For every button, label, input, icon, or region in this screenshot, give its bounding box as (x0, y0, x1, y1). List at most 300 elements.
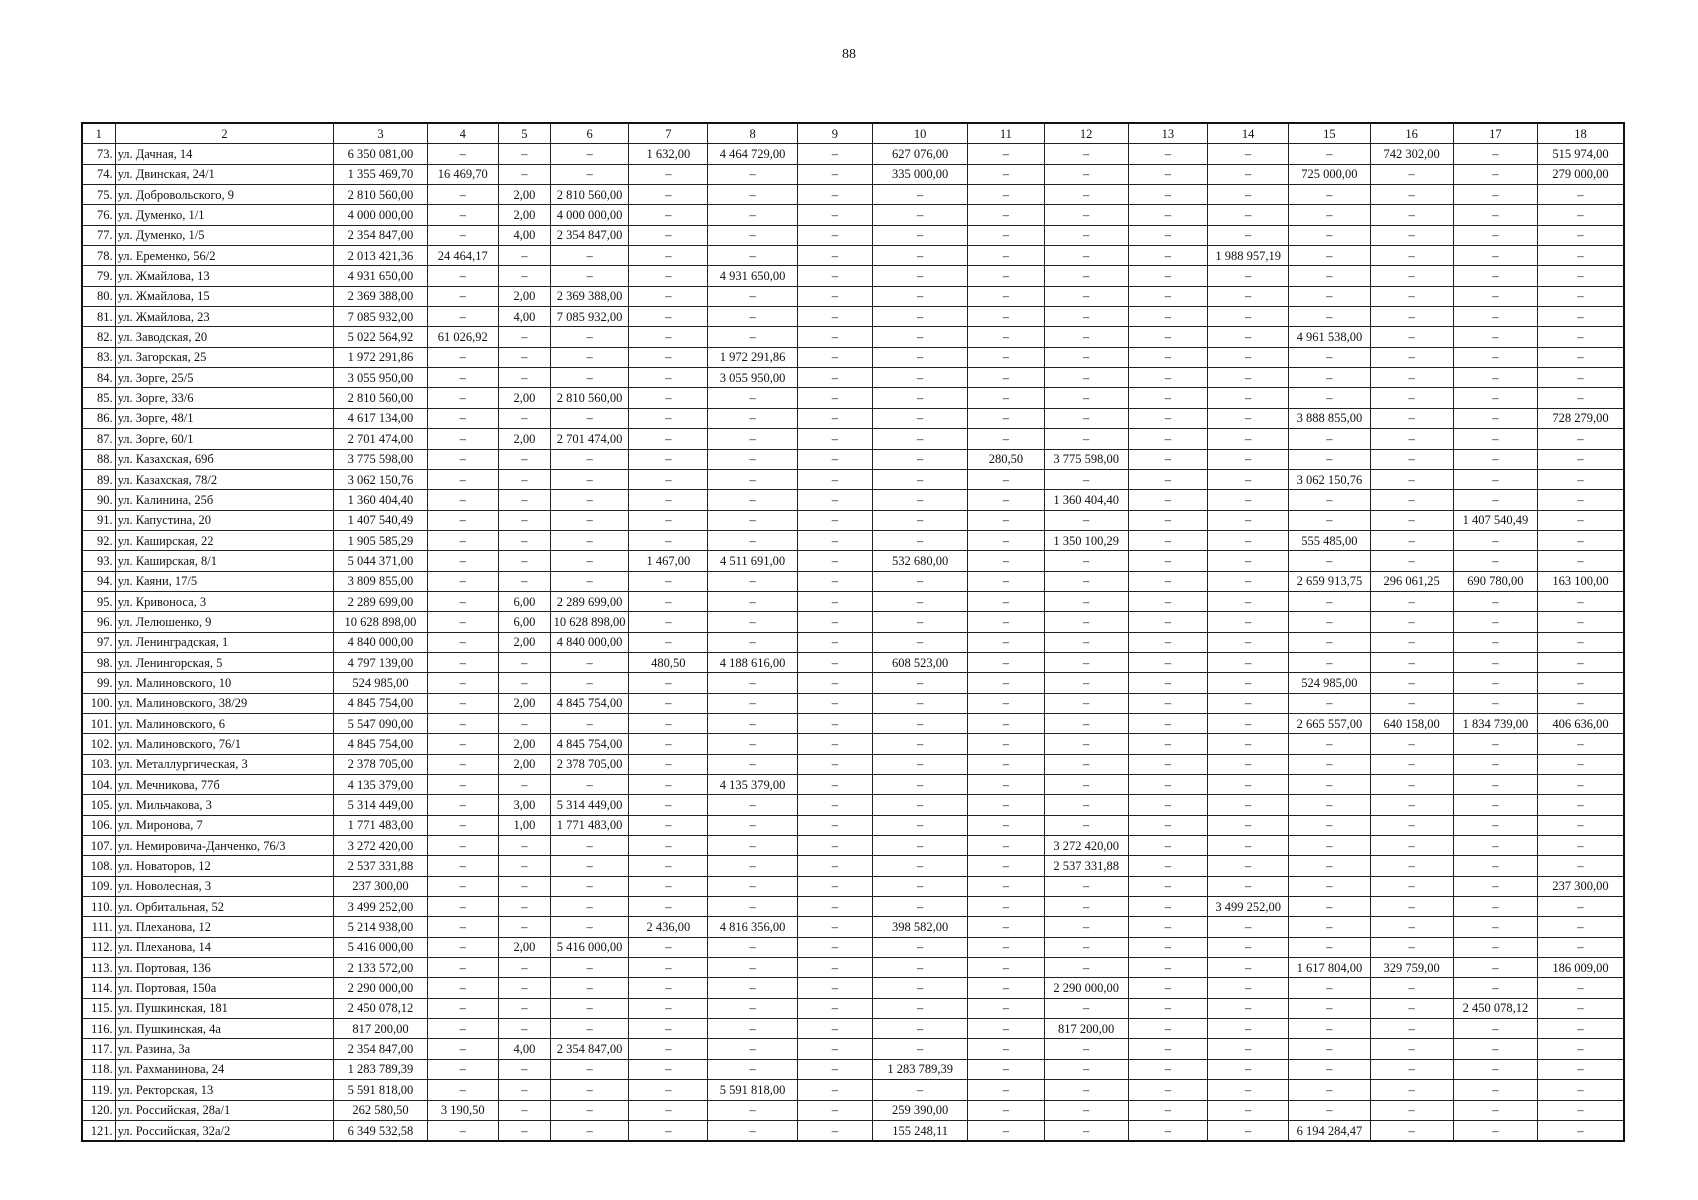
row-number: 110. (82, 897, 115, 917)
value-cell: – (968, 937, 1044, 957)
value-cell: – (797, 205, 872, 225)
value-cell: – (1453, 652, 1537, 672)
value-cell: – (629, 876, 708, 896)
value-cell: – (1044, 612, 1128, 632)
value-cell: – (1044, 164, 1128, 184)
value-cell: 2 701 474,00 (334, 429, 427, 449)
value-cell: – (498, 490, 550, 510)
value-cell: – (968, 1059, 1044, 1079)
value-cell: – (1289, 978, 1370, 998)
value-cell: 2,00 (498, 286, 550, 306)
value-cell: 1 283 789,39 (872, 1059, 967, 1079)
value-cell: 4,00 (498, 1039, 550, 1059)
value-cell: – (1453, 266, 1537, 286)
value-cell: – (968, 978, 1044, 998)
row-number: 114. (82, 978, 115, 998)
value-cell: – (498, 571, 550, 591)
table-row (82, 815, 1624, 835)
value-cell: 640 158,00 (1370, 713, 1453, 733)
value-cell: – (1208, 795, 1289, 815)
table-row (82, 490, 1624, 510)
address-cell: ул. Плеханова, 14 (115, 937, 334, 957)
value-cell: – (708, 225, 797, 245)
value-cell: – (1044, 897, 1128, 917)
value-cell: – (550, 958, 628, 978)
value-cell: – (1370, 1100, 1453, 1120)
value-cell: – (797, 530, 872, 550)
value-cell: – (968, 490, 1044, 510)
column-header: 2 (115, 123, 334, 144)
value-cell: – (872, 1080, 967, 1100)
value-cell: – (968, 225, 1044, 245)
value-cell: – (1538, 673, 1624, 693)
value-cell: – (1208, 693, 1289, 713)
value-cell: – (1208, 632, 1289, 652)
row-number: 81. (82, 307, 115, 327)
table-row (82, 937, 1624, 957)
value-cell: – (427, 408, 498, 428)
value-cell: 262 580,50 (334, 1100, 427, 1120)
value-cell: – (968, 1100, 1044, 1120)
value-cell: – (498, 775, 550, 795)
value-cell: – (427, 612, 498, 632)
value-cell: 4 135 379,00 (708, 775, 797, 795)
value-cell: – (708, 856, 797, 876)
value-cell: – (427, 652, 498, 672)
value-cell: – (1208, 490, 1289, 510)
value-cell: – (1044, 998, 1128, 1018)
value-cell: 2 354 847,00 (334, 1039, 427, 1059)
value-cell: – (1370, 307, 1453, 327)
value-cell: – (872, 347, 967, 367)
value-cell: – (1538, 225, 1624, 245)
value-cell: – (550, 978, 628, 998)
value-cell: – (1128, 998, 1207, 1018)
value-cell: – (1128, 490, 1207, 510)
value-cell: 4 845 754,00 (550, 734, 628, 754)
value-cell: – (629, 978, 708, 998)
value-cell: 3,00 (498, 795, 550, 815)
row-number: 74. (82, 164, 115, 184)
table-row (82, 795, 1624, 815)
value-cell: – (968, 775, 1044, 795)
row-number: 78. (82, 246, 115, 266)
address-cell: ул. Новолесная, 3 (115, 876, 334, 896)
address-cell: ул. Портовая, 136 (115, 958, 334, 978)
address-cell: ул. Капустина, 20 (115, 510, 334, 530)
value-cell: – (797, 347, 872, 367)
value-cell: – (1128, 307, 1207, 327)
value-cell: – (1128, 429, 1207, 449)
value-cell: – (629, 591, 708, 611)
value-cell: – (797, 185, 872, 205)
value-cell: 2,00 (498, 205, 550, 225)
value-cell: – (797, 836, 872, 856)
value-cell: – (1044, 754, 1128, 774)
table-row (82, 693, 1624, 713)
value-cell: – (427, 347, 498, 367)
value-cell: – (968, 327, 1044, 347)
table-row (82, 1059, 1624, 1079)
value-cell: 2 378 705,00 (550, 754, 628, 774)
value-cell: – (1538, 368, 1624, 388)
value-cell: – (708, 612, 797, 632)
value-cell: – (797, 958, 872, 978)
value-cell: – (550, 917, 628, 937)
address-cell: ул. Металлургическая, 3 (115, 754, 334, 774)
value-cell: – (1128, 1080, 1207, 1100)
value-cell: – (427, 429, 498, 449)
address-cell: ул. Еременко, 56/2 (115, 246, 334, 266)
value-cell: – (797, 652, 872, 672)
value-cell: – (427, 1080, 498, 1100)
value-cell: – (427, 449, 498, 469)
value-cell: – (1370, 978, 1453, 998)
address-cell: ул. Дачная, 14 (115, 144, 334, 164)
value-cell: – (797, 1100, 872, 1120)
value-cell: 4 840 000,00 (334, 632, 427, 652)
value-cell: – (708, 795, 797, 815)
value-cell: – (1538, 490, 1624, 510)
value-cell: – (1044, 144, 1128, 164)
value-cell: – (629, 693, 708, 713)
value-cell: – (872, 388, 967, 408)
value-cell: – (1370, 876, 1453, 896)
value-cell: – (498, 958, 550, 978)
value-cell: 4 464 729,00 (708, 144, 797, 164)
value-cell: – (498, 856, 550, 876)
value-cell: – (968, 266, 1044, 286)
value-cell: – (708, 734, 797, 754)
value-cell: – (1289, 1039, 1370, 1059)
value-cell: – (968, 836, 1044, 856)
value-cell: – (872, 958, 967, 978)
value-cell: – (1289, 734, 1370, 754)
value-cell: 4,00 (498, 225, 550, 245)
value-cell: – (1128, 347, 1207, 367)
address-cell: ул. Новаторов, 12 (115, 856, 334, 876)
value-cell: – (1128, 815, 1207, 835)
value-cell: – (872, 327, 967, 347)
value-cell: – (1128, 612, 1207, 632)
value-cell: – (797, 856, 872, 876)
value-cell: 2 810 560,00 (334, 388, 427, 408)
value-cell: – (427, 632, 498, 652)
value-cell: 2 289 699,00 (550, 591, 628, 611)
value-cell: – (1128, 775, 1207, 795)
value-cell: – (872, 246, 967, 266)
value-cell: – (968, 1039, 1044, 1059)
value-cell: – (1289, 205, 1370, 225)
value-cell: – (872, 449, 967, 469)
value-cell: – (1453, 1039, 1537, 1059)
value-cell: – (708, 591, 797, 611)
value-cell: – (797, 327, 872, 347)
value-cell: – (797, 693, 872, 713)
row-number: 113. (82, 958, 115, 978)
value-cell: – (1289, 307, 1370, 327)
value-cell: – (550, 1100, 628, 1120)
value-cell: – (1044, 246, 1128, 266)
value-cell: 1 350 100,29 (1044, 530, 1128, 550)
value-cell: – (968, 693, 1044, 713)
value-cell: – (1453, 1080, 1537, 1100)
value-cell: – (1128, 591, 1207, 611)
value-cell: – (872, 591, 967, 611)
row-number: 93. (82, 551, 115, 571)
value-cell: – (1128, 937, 1207, 957)
value-cell: – (1128, 205, 1207, 225)
column-header: 1 (82, 123, 115, 144)
value-cell: – (1370, 469, 1453, 489)
value-cell: – (550, 530, 628, 550)
value-cell: – (797, 713, 872, 733)
value-cell: – (629, 856, 708, 876)
value-cell: 5 547 090,00 (334, 713, 427, 733)
value-cell: – (968, 652, 1044, 672)
value-cell: – (708, 713, 797, 733)
value-cell: 817 200,00 (1044, 1019, 1128, 1039)
value-cell: – (1453, 347, 1537, 367)
value-cell: – (1538, 286, 1624, 306)
value-cell: 5 314 449,00 (550, 795, 628, 815)
table-row (82, 510, 1624, 530)
value-cell: – (872, 530, 967, 550)
value-cell: 3 809 855,00 (334, 571, 427, 591)
value-cell: – (550, 571, 628, 591)
value-cell: – (1128, 795, 1207, 815)
value-cell: 10 628 898,00 (334, 612, 427, 632)
value-cell: – (1128, 286, 1207, 306)
value-cell: – (1370, 836, 1453, 856)
value-cell: – (1208, 1120, 1289, 1141)
row-number: 99. (82, 673, 115, 693)
table-row (82, 144, 1624, 164)
value-cell: – (708, 205, 797, 225)
value-cell: – (1044, 713, 1128, 733)
value-cell: – (1538, 775, 1624, 795)
value-cell: – (427, 713, 498, 733)
value-cell: – (498, 836, 550, 856)
value-cell: 4 135 379,00 (334, 775, 427, 795)
value-cell: – (797, 815, 872, 835)
value-cell: – (1370, 775, 1453, 795)
value-cell: 532 680,00 (872, 551, 967, 571)
value-cell: – (1453, 551, 1537, 571)
value-cell: 3 888 855,00 (1289, 408, 1370, 428)
table-row (82, 571, 1624, 591)
value-cell: – (708, 815, 797, 835)
value-cell: – (427, 693, 498, 713)
value-cell: – (427, 978, 498, 998)
value-cell: – (629, 286, 708, 306)
row-number: 117. (82, 1039, 115, 1059)
value-cell: – (1128, 632, 1207, 652)
row-number: 116. (82, 1019, 115, 1039)
value-cell: – (629, 632, 708, 652)
value-cell: – (968, 1120, 1044, 1141)
value-cell: – (629, 775, 708, 795)
value-cell: – (498, 897, 550, 917)
value-cell: – (968, 754, 1044, 774)
value-cell: – (1289, 388, 1370, 408)
column-header: 12 (1044, 123, 1128, 144)
value-cell: 186 009,00 (1538, 958, 1624, 978)
address-cell: ул. Малиновского, 6 (115, 713, 334, 733)
value-cell: – (550, 408, 628, 428)
value-cell: – (872, 815, 967, 835)
address-cell: ул. Российская, 28а/1 (115, 1100, 334, 1120)
value-cell: – (872, 571, 967, 591)
row-number: 103. (82, 754, 115, 774)
value-cell: – (1289, 266, 1370, 286)
value-cell: – (1208, 754, 1289, 774)
value-cell: – (1044, 388, 1128, 408)
value-cell: – (1208, 469, 1289, 489)
value-cell: – (1453, 815, 1537, 835)
value-cell: – (1453, 1019, 1537, 1039)
value-cell: – (1128, 897, 1207, 917)
value-cell: – (427, 1059, 498, 1079)
address-cell: ул. Малиновского, 38/29 (115, 693, 334, 713)
value-cell: – (498, 368, 550, 388)
row-number: 106. (82, 815, 115, 835)
value-cell: – (1128, 958, 1207, 978)
address-cell: ул. Рахманинова, 24 (115, 1059, 334, 1079)
value-cell: – (968, 917, 1044, 937)
value-cell: – (1208, 612, 1289, 632)
table-row (82, 327, 1624, 347)
value-cell: – (550, 1120, 628, 1141)
value-cell: – (629, 1080, 708, 1100)
value-cell: – (1453, 307, 1537, 327)
value-cell: – (629, 490, 708, 510)
value-cell: – (968, 1080, 1044, 1100)
value-cell: – (872, 754, 967, 774)
value-cell: – (1044, 673, 1128, 693)
table-row (82, 1019, 1624, 1039)
table-row (82, 347, 1624, 367)
value-cell: – (427, 388, 498, 408)
value-cell: 1 407 540,49 (1453, 510, 1537, 530)
value-cell: – (550, 775, 628, 795)
value-cell: – (1128, 1039, 1207, 1059)
value-cell: – (1128, 673, 1207, 693)
table-row (82, 958, 1624, 978)
value-cell: 2 290 000,00 (1044, 978, 1128, 998)
value-cell: – (1453, 1059, 1537, 1079)
value-cell: 4 845 754,00 (334, 693, 427, 713)
row-number: 79. (82, 266, 115, 286)
value-cell: – (708, 1019, 797, 1039)
value-cell: – (498, 876, 550, 896)
value-cell: 4 816 356,00 (708, 917, 797, 937)
value-cell: – (629, 998, 708, 1018)
value-cell: – (427, 205, 498, 225)
value-cell: – (629, 469, 708, 489)
value-cell: – (1289, 144, 1370, 164)
value-cell: – (872, 510, 967, 530)
value-cell: – (1538, 347, 1624, 367)
value-cell: – (1538, 734, 1624, 754)
value-cell: – (550, 1059, 628, 1079)
row-number: 112. (82, 937, 115, 957)
value-cell: – (550, 490, 628, 510)
address-cell: ул. Портовая, 150а (115, 978, 334, 998)
value-cell: – (1453, 246, 1537, 266)
table-row (82, 551, 1624, 571)
value-cell: – (498, 917, 550, 937)
row-number: 90. (82, 490, 115, 510)
value-cell: – (1289, 897, 1370, 917)
value-cell: – (1453, 144, 1537, 164)
value-cell: – (1208, 958, 1289, 978)
address-cell: ул. Плеханова, 12 (115, 917, 334, 937)
table-row (82, 836, 1624, 856)
value-cell: – (1208, 1039, 1289, 1059)
table-row (82, 429, 1624, 449)
value-cell: – (968, 856, 1044, 876)
value-cell: – (1208, 591, 1289, 611)
value-cell: – (968, 388, 1044, 408)
value-cell: 5 416 000,00 (550, 937, 628, 957)
value-cell: – (797, 1080, 872, 1100)
value-cell: – (968, 958, 1044, 978)
value-cell: – (1208, 307, 1289, 327)
value-cell: – (427, 266, 498, 286)
value-cell: – (1128, 917, 1207, 937)
value-cell: – (1289, 286, 1370, 306)
value-cell: – (708, 246, 797, 266)
value-cell: – (1538, 836, 1624, 856)
value-cell: – (797, 490, 872, 510)
value-cell: – (797, 591, 872, 611)
value-cell: – (1370, 734, 1453, 754)
row-number: 101. (82, 713, 115, 733)
value-cell: 280,50 (968, 449, 1044, 469)
value-cell: – (1128, 368, 1207, 388)
value-cell: – (629, 937, 708, 957)
row-number: 76. (82, 205, 115, 225)
row-number: 83. (82, 347, 115, 367)
row-number: 73. (82, 144, 115, 164)
row-number: 104. (82, 775, 115, 795)
value-cell: – (1370, 408, 1453, 428)
value-cell: – (498, 469, 550, 489)
value-cell: – (1453, 185, 1537, 205)
value-cell: – (708, 673, 797, 693)
value-cell: – (1208, 652, 1289, 672)
value-cell: 3 499 252,00 (334, 897, 427, 917)
value-cell: – (872, 286, 967, 306)
value-cell: – (1453, 1120, 1537, 1141)
table-row (82, 408, 1624, 428)
page-number: 88 (842, 47, 856, 62)
value-cell: 725 000,00 (1289, 164, 1370, 184)
value-cell: – (1370, 246, 1453, 266)
value-cell: – (629, 1059, 708, 1079)
value-cell: – (872, 897, 967, 917)
value-cell: – (708, 408, 797, 428)
value-cell: – (1538, 917, 1624, 937)
address-cell: ул. Зорге, 25/5 (115, 368, 334, 388)
value-cell: – (797, 551, 872, 571)
row-number: 97. (82, 632, 115, 652)
row-number: 91. (82, 510, 115, 530)
table-header-row (82, 123, 1624, 144)
value-cell: 608 523,00 (872, 652, 967, 672)
value-cell: – (427, 368, 498, 388)
